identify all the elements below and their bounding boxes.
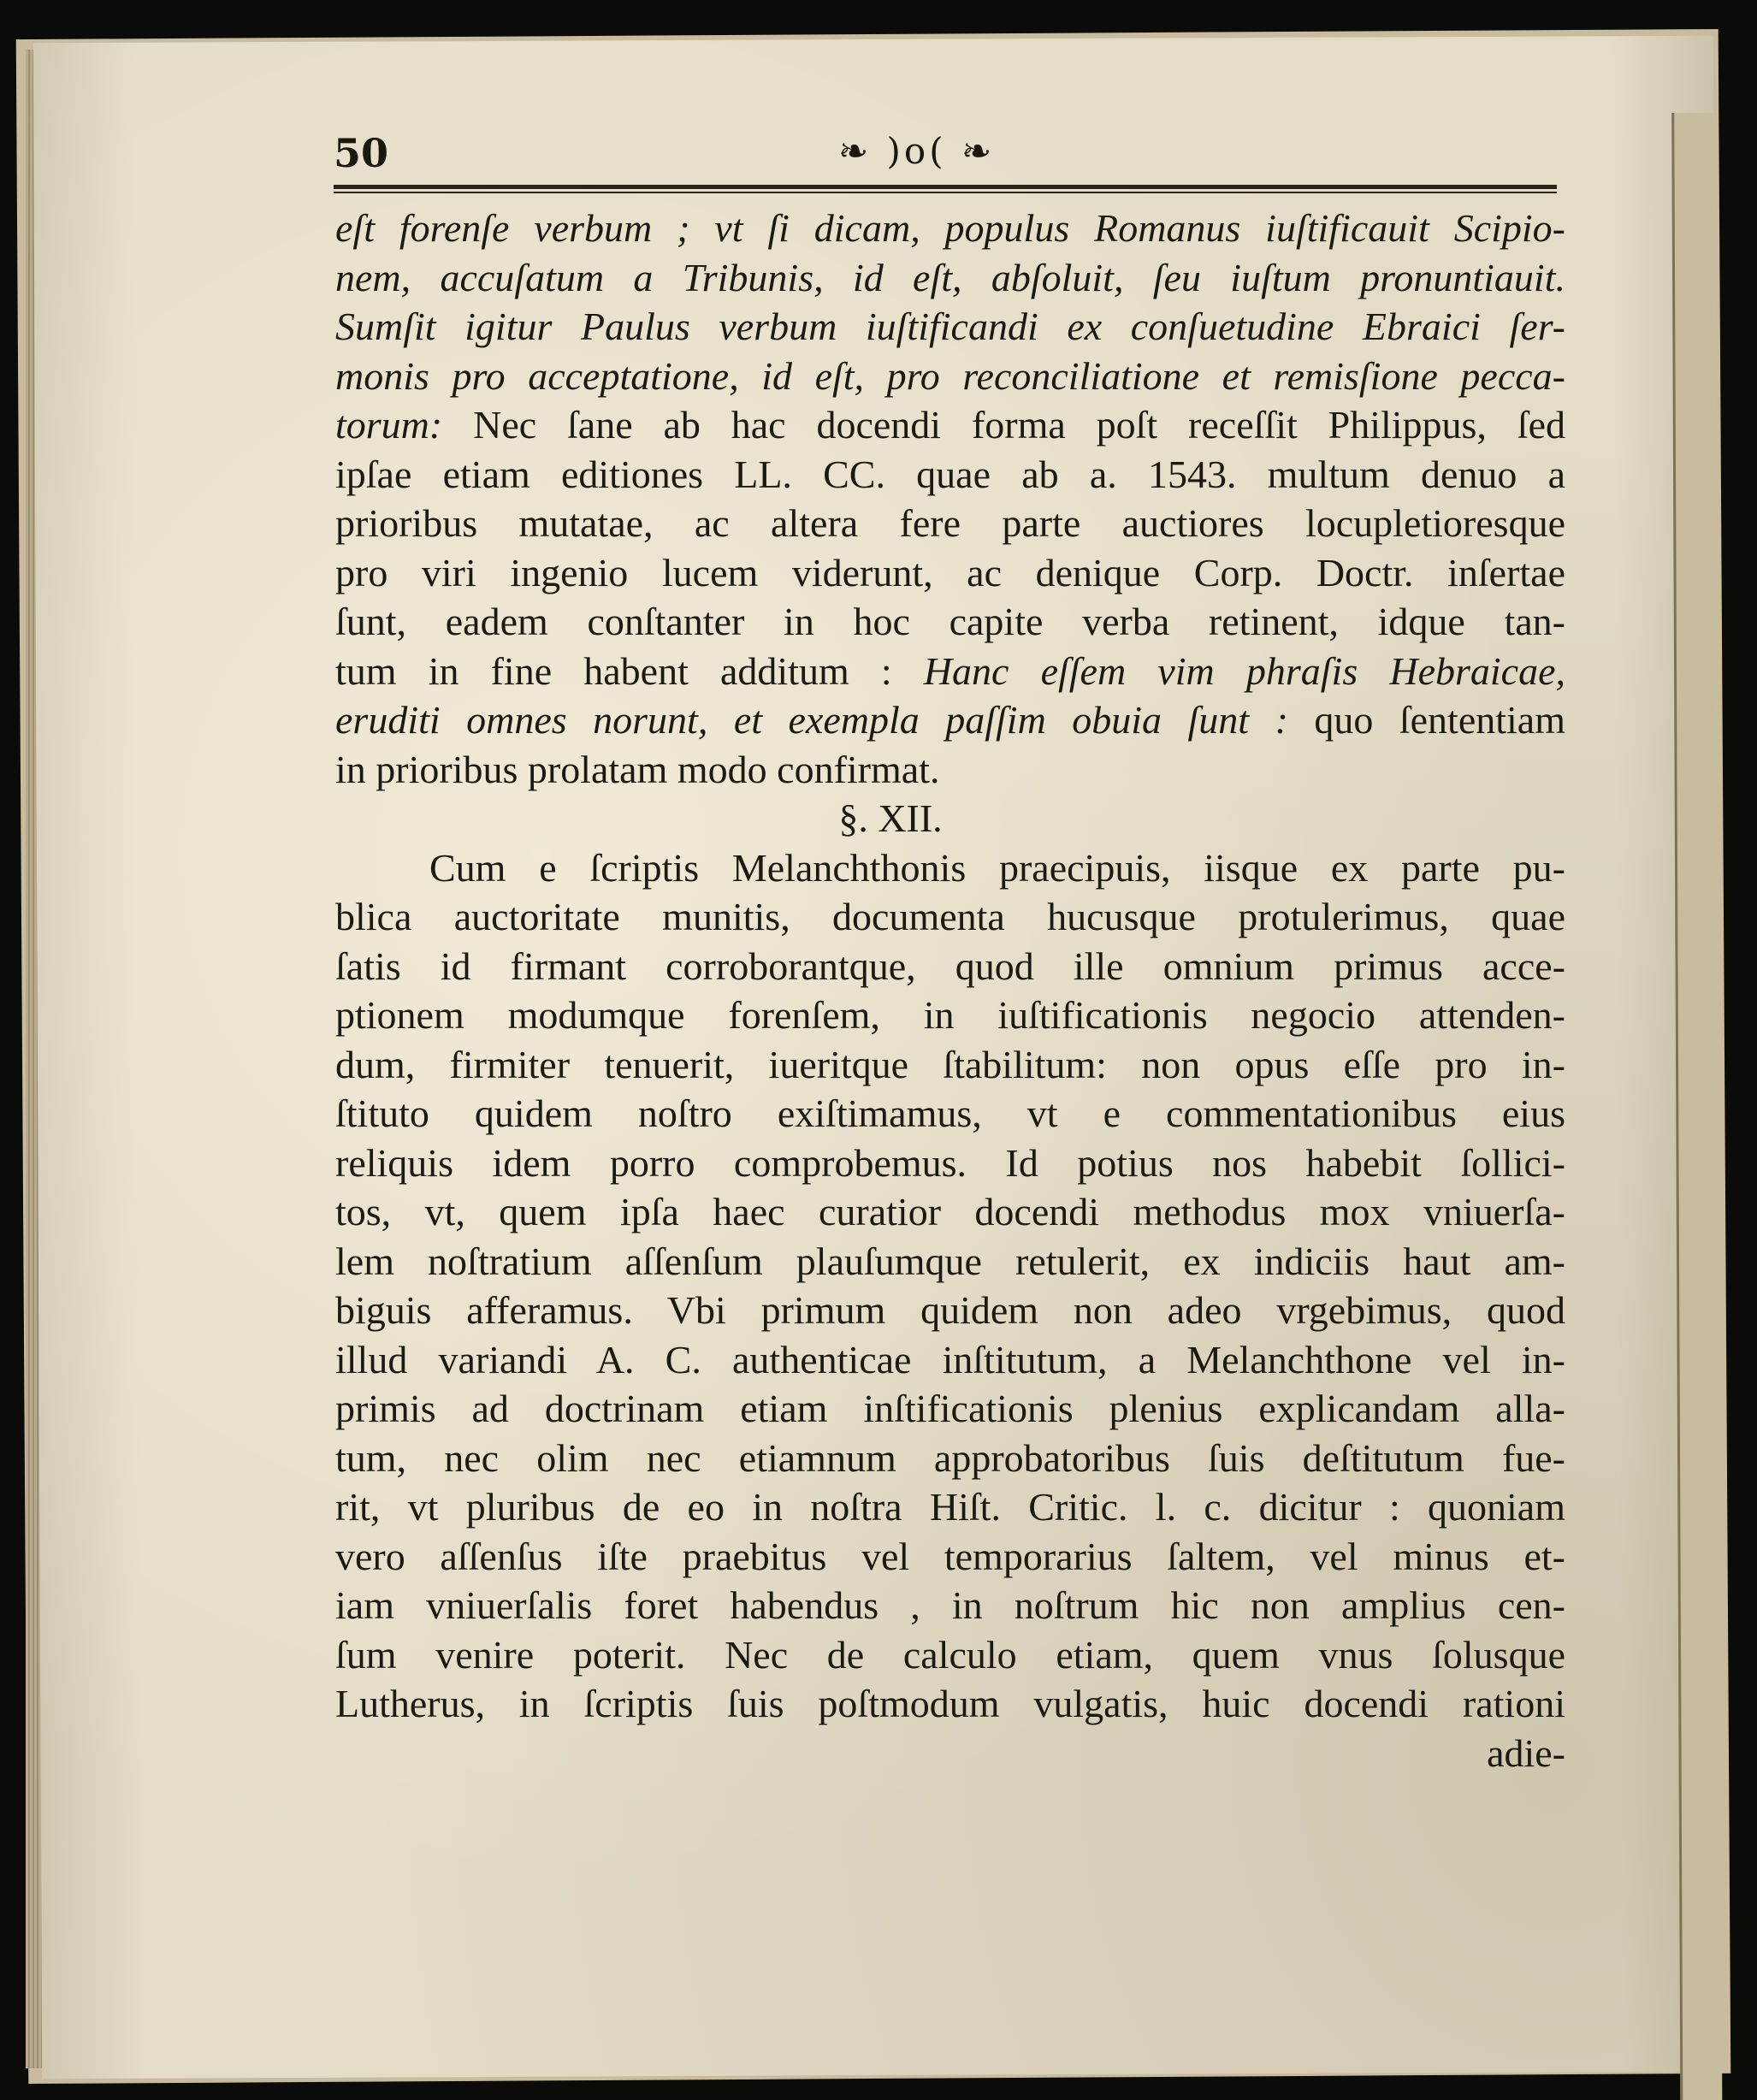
text-line — [335, 1237, 1565, 1287]
text-line — [335, 1630, 1565, 1680]
running-header — [334, 128, 1557, 180]
text-line — [335, 1581, 1565, 1630]
roman-segment: ſum venire poterit. Nec de calculo etiam, quem vnus ſolusque — [335, 1632, 1565, 1677]
page-number: 50 — [334, 130, 389, 176]
italic-segment: eſt forenſe verbum ; vt ſi dicam, populus Romanus iuſtificauit Scipio- — [335, 206, 1565, 250]
text-line — [335, 597, 1565, 647]
roman-segment: ptionem modumque forenſem, in iuſtificationis negocio attenden- — [335, 993, 1565, 1037]
roman-segment: in prioribus prolatam modo confirmat. — [335, 747, 940, 791]
roman-segment: primis ad doctrinam etiam inſtificationis plenius explicandam alla- — [335, 1387, 1565, 1430]
text-line — [335, 204, 1565, 253]
text-line — [335, 745, 1565, 795]
italic-segment: Hanc eſſem vim phraſis Hebraicae, — [923, 648, 1565, 693]
roman-segment: tum in fine habent additum : — [335, 648, 924, 693]
italic-segment: nem, accuſatum a Tribunis, id eſt, abſoluit, ſeu iuſtum pronuntiauit. — [335, 255, 1565, 299]
text-line — [335, 400, 1565, 450]
roman-segment: Cum e ſcriptis Melanchthonis praecipuis, iisque ex parte pu- — [429, 845, 1565, 890]
roman-segment: illud variandi A. C. authenticae inſtitutum, a Melanchthone vel in- — [335, 1337, 1565, 1381]
header-rule-thin — [334, 192, 1557, 193]
text-line — [335, 450, 1565, 500]
text-line — [335, 1434, 1565, 1483]
section-heading — [335, 794, 1565, 843]
catchword — [335, 1729, 1565, 1778]
text-line — [335, 991, 1565, 1040]
text-line — [335, 1532, 1565, 1582]
italic-segment: eruditi omnes norunt, et exempla paſſim obuia ſunt : — [335, 698, 1315, 742]
roman-segment: tos, vt, quem ipſa haec curatior docendi methodus mox vniuerſa- — [335, 1190, 1565, 1233]
text-line — [335, 1679, 1565, 1729]
text-line — [335, 1139, 1565, 1188]
text-line — [335, 548, 1565, 598]
text-line — [335, 892, 1565, 942]
text-line — [335, 1335, 1565, 1385]
text-line — [335, 302, 1565, 352]
text-line — [335, 1482, 1565, 1532]
roman-segment: biguis afferamus. Vbi primum quidem non adeo vrgebimus, quod — [335, 1288, 1565, 1332]
italic-segment: Sumſit igitur Paulus verbum iuſtificandi ex conſuetudine Ebraici ſer- — [335, 305, 1565, 348]
text-line — [335, 1040, 1565, 1090]
header-ornament: ❧ )o( ❧ — [838, 130, 996, 172]
italic-segment: torum: — [335, 403, 474, 447]
roman-segment: quo ſententiam — [1314, 698, 1566, 742]
roman-segment: rit, vt pluribus de eo in noſtra Hiſt. Critic. l. c. dicitur : quoniam — [335, 1485, 1565, 1529]
italic-segment: monis pro acceptatione, id eſt, pro reconciliatione et remisſione pecca- — [335, 353, 1565, 398]
text-line — [335, 253, 1565, 303]
roman-segment: reliquis idem porro comprobemus. Id potius nos habebit ſollici- — [335, 1140, 1565, 1185]
roman-segment: Nec ſane ab hac docendi forma poſt receſſit Philippus, ſed — [473, 403, 1565, 447]
roman-segment: vero aſſenſus iſte praebitus vel temporarius ſaltem, vel minus et- — [335, 1534, 1565, 1578]
roman-segment: lem noſtratium aſſenſum plauſumque retulerit, ex indiciis haut am- — [335, 1239, 1565, 1283]
roman-segment: dum, firmiter tenuerit, iueritque ſtabilitum: non opus eſſe pro in- — [335, 1042, 1565, 1086]
text-line — [335, 1286, 1565, 1335]
text-line — [335, 1089, 1565, 1139]
roman-segment: Lutherus, in ſcriptis ſuis poſtmodum vulgatis, huic docendi rationi — [335, 1682, 1565, 1725]
roman-segment: ſunt, eadem conſtanter in hoc capite verba retinent, idque tan- — [335, 600, 1565, 643]
roman-segment: iam vniuerſalis foret habendus , in noſtrum hic non amplius cen- — [335, 1583, 1565, 1627]
text-line — [335, 352, 1565, 401]
roman-segment: ſatis id firmant corroborantque, quod ille omnium primus acce- — [335, 944, 1565, 988]
text-line — [335, 843, 1565, 893]
text-line — [335, 695, 1565, 745]
roman-segment: pro viri ingenio lucem viderunt, ac denique Corp. Doctr. inſertae — [335, 550, 1565, 595]
text-line — [335, 942, 1565, 991]
roman-segment: §. XII. — [838, 796, 943, 840]
roman-segment: ipſae etiam editiones LL. CC. quae ab a. 1543. multum denuo a — [335, 452, 1565, 496]
roman-segment: adie- — [1487, 1730, 1565, 1775]
facing-page-edge — [1671, 113, 1722, 2100]
text-line — [335, 499, 1565, 548]
roman-segment: prioribus mutatae, ac altera fere parte auctiores locupletioresque — [335, 501, 1565, 545]
roman-segment: ſtituto quidem noſtro exiſtimamus, vt e commentationibus eius — [335, 1091, 1565, 1135]
header-rule — [334, 185, 1557, 189]
body-text — [335, 204, 1565, 1778]
text-line — [335, 647, 1565, 696]
roman-segment: tum, nec olim nec etiamnum approbatoribus ſuis deſtitutum fue- — [335, 1435, 1565, 1480]
text-line — [335, 1384, 1565, 1434]
roman-segment: blica auctoritate munitis, documenta hucusque protulerimus, quae — [335, 895, 1565, 938]
text-line — [335, 1187, 1565, 1237]
